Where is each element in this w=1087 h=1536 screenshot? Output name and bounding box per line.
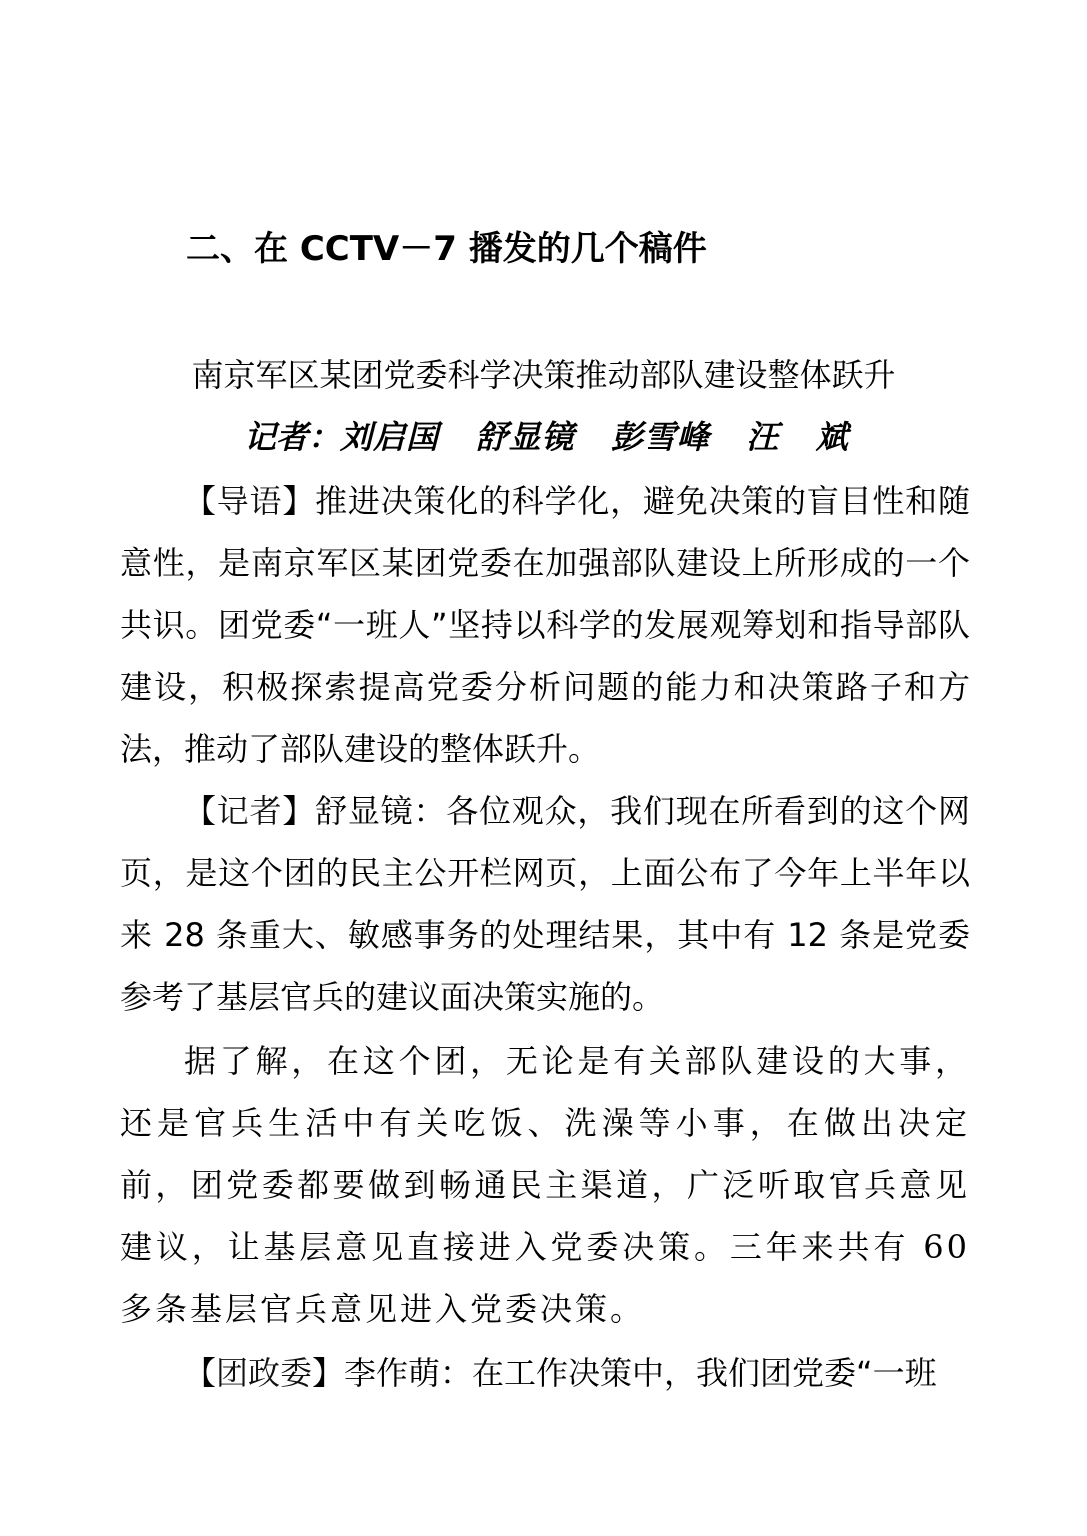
section-heading: 二、在 CCTV－7 播发的几个稿件 bbox=[186, 229, 707, 269]
paragraph-commissar bbox=[120, 1342, 970, 1404]
bracket-close: 】 bbox=[282, 792, 316, 830]
paragraph bbox=[120, 780, 970, 1028]
byline bbox=[244, 410, 849, 464]
bracket-close: 】 bbox=[282, 482, 316, 520]
paragraph-tag: 记者 bbox=[216, 792, 283, 830]
paragraph-lead bbox=[120, 470, 970, 780]
byline-names: 刘启国 舒显镜 彭雪峰 汪 斌 bbox=[340, 418, 849, 456]
byline-label: 记者： bbox=[244, 418, 341, 456]
paragraph-tag: 团政委 bbox=[216, 1354, 313, 1392]
bracket-open: 【 bbox=[184, 792, 217, 830]
paragraph bbox=[120, 1030, 970, 1340]
paragraph-text: 据了解，在这个团，无论是有关部队建设的大事，还是官兵生活中有关吃饭、洗澡等小事，在做出决定前，团党委都要做到畅通民主渠道，广泛听取官兵意见建议，让基层意见直接进入党委决策。三年来共有 60 多条基层官兵意见进入党委决策。 bbox=[120, 1042, 970, 1328]
paragraph-text: 李作萌：在工作决策中，我们团党委“一班 bbox=[344, 1354, 937, 1392]
paragraph bbox=[120, 1342, 970, 1404]
paragraph-tag: 导语 bbox=[216, 482, 283, 520]
article-title bbox=[0, 348, 1087, 402]
paragraph-narration bbox=[120, 1030, 970, 1340]
paragraph bbox=[120, 470, 970, 780]
paragraph-text: 舒显镜：各位观众，我们现在所看到的这个网页，是这个团的民主公开栏网页，上面公布了今年上半年以来 28 条重大、敏感事务的处理结果，其中有 12 条是党委参考了基层官兵的建议面决策实施的。 bbox=[120, 792, 970, 1016]
paragraph-text: 推进决策化的科学化，避免决策的盲目性和随意性，是南京军区某团党委在加强部队建设上所形成的一个共识。团党委“一班人”坚持以科学的发展观筹划和指导部队建设，积极探索提高党委分析问题的能力和决策路子和方法，推动了部队建设的整体跃升。 bbox=[120, 482, 970, 768]
bracket-close: 】 bbox=[312, 1354, 345, 1392]
article-title-text: 南京军区某团党委科学决策推动部队建设整体跃升 bbox=[191, 356, 896, 394]
bracket-open: 【 bbox=[184, 482, 217, 520]
bracket-open: 【 bbox=[184, 1354, 217, 1392]
paragraph-reporter bbox=[120, 780, 970, 1028]
